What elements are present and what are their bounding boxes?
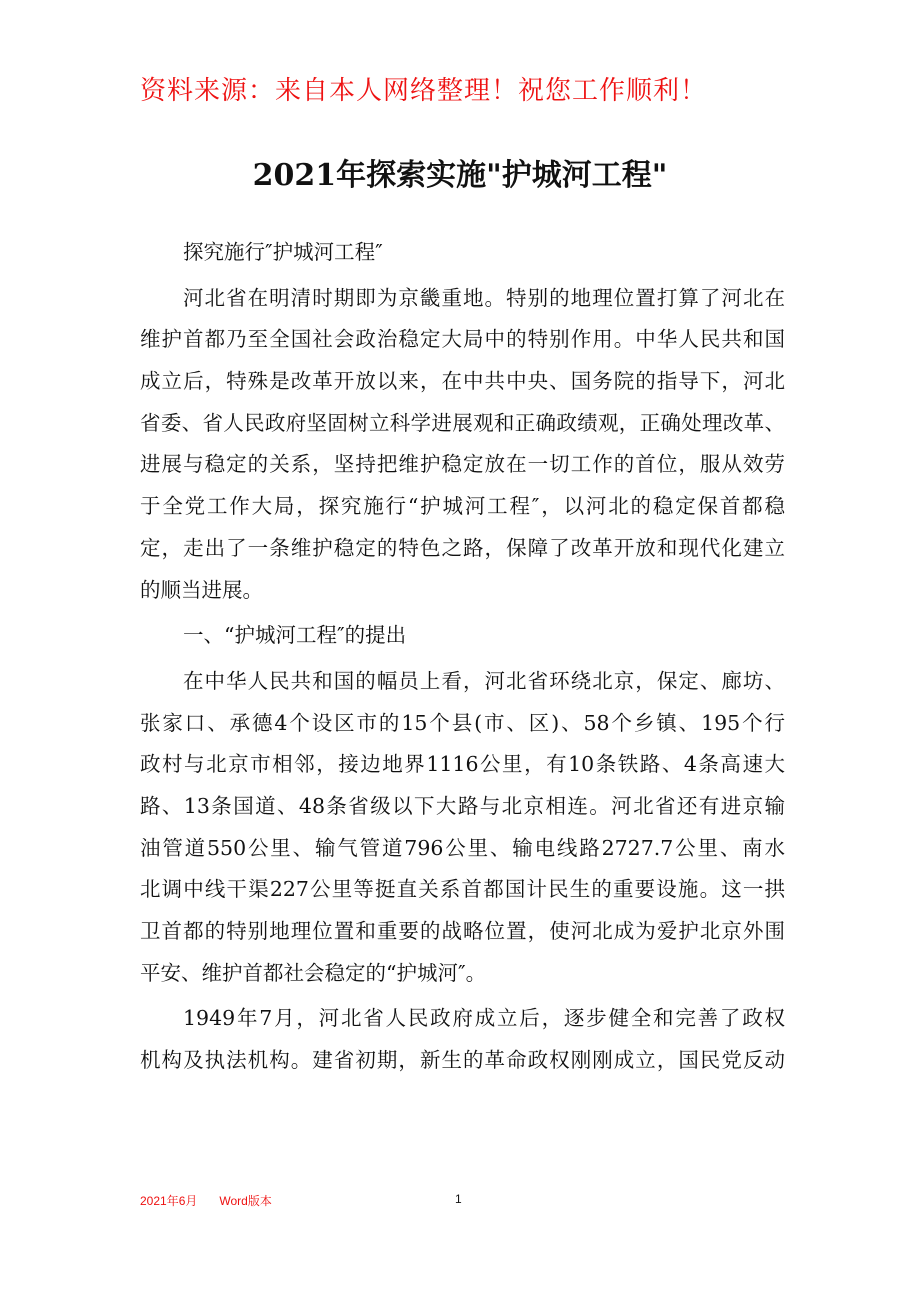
page-number: 1: [455, 1192, 462, 1206]
paragraph: [140, 615, 785, 657]
document-body: [140, 232, 785, 1086]
paragraph-line: 政村与北京市相邻，接边地界1116公里，有10条铁路、4条高速大: [140, 752, 785, 777]
paragraph-line: 进展与稳定的关系，坚持把维护稳定放在一切工作的首位，服从效劳: [140, 452, 785, 477]
paragraph-line: 于全党工作大局，探究施行“护城河工程″，以河北的稳定保首都稳: [140, 494, 785, 519]
paragraph-line: 平安、维护首都社会稳定的“护城河″。: [140, 960, 487, 985]
paragraph-line: 1949年7月，河北省人民政府成立后，逐步健全和完善了政权: [183, 1006, 785, 1031]
paragraph-line: 成立后，特殊是改革开放以来，在中共中央、国务院的指导下，河北: [140, 369, 785, 394]
paragraph: [140, 661, 785, 995]
paragraph: [140, 232, 785, 274]
paragraph-line: 油管道550公里、输气管道796公里、输电线路2727.7公里、南水: [140, 835, 785, 860]
paragraph-line: 定，走出了一条维护稳定的特色之路，保障了改革开放和现代化建立: [140, 535, 785, 560]
footer-version: Word版本: [219, 1194, 272, 1208]
paragraph-line: 一、“护城河工程″的提出: [183, 623, 407, 648]
paragraph-line: 的顺当进展。: [140, 577, 263, 602]
paragraph-line: 北调中线干渠227公里等挺直关系首都国计民生的重要设施。这一拱: [140, 877, 785, 902]
paragraph: [140, 278, 785, 612]
paragraph-line: 路、13条国道、48条省级以下大路与北京相连。河北省还有进京输: [140, 793, 785, 818]
paragraph-line: 张家口、承德4个设区市的15个县(市、区)、58个乡镇、195个行: [140, 710, 785, 735]
paragraph-line: 省委、省人民政府坚固树立科学进展观和正确政绩观，正确处理改革、: [140, 410, 785, 435]
document-title: 2021年探索实施"护城河工程": [252, 158, 668, 193]
paragraph-line: 卫首都的特别地理位置和重要的战略位置，使河北成为爱护北京外围: [140, 919, 785, 943]
paragraph-line: 探究施行″护城河工程″: [183, 240, 383, 264]
paragraph-line: 河北省在明清时期即为京畿重地。特别的地理位置打算了河北在: [183, 285, 785, 310]
footer-date: 2021年6月: [140, 1194, 198, 1208]
paragraph-line: 维护首都乃至全国社会政治稳定大局中的特别作用。中华人民共和国: [140, 327, 785, 352]
page-footer: [140, 1192, 272, 1209]
paragraph-line: 在中华人民共和国的幅员上看，河北省环绕北京，保定、廊坊、: [183, 668, 785, 693]
paragraph: [140, 998, 785, 1081]
source-banner: 资料来源：来自本人网络整理！祝您工作顺利！: [140, 76, 708, 106]
paragraph-line: 机构及执法机构。建省初期，新生的革命政权刚刚成立，国民党反动: [140, 1048, 785, 1073]
